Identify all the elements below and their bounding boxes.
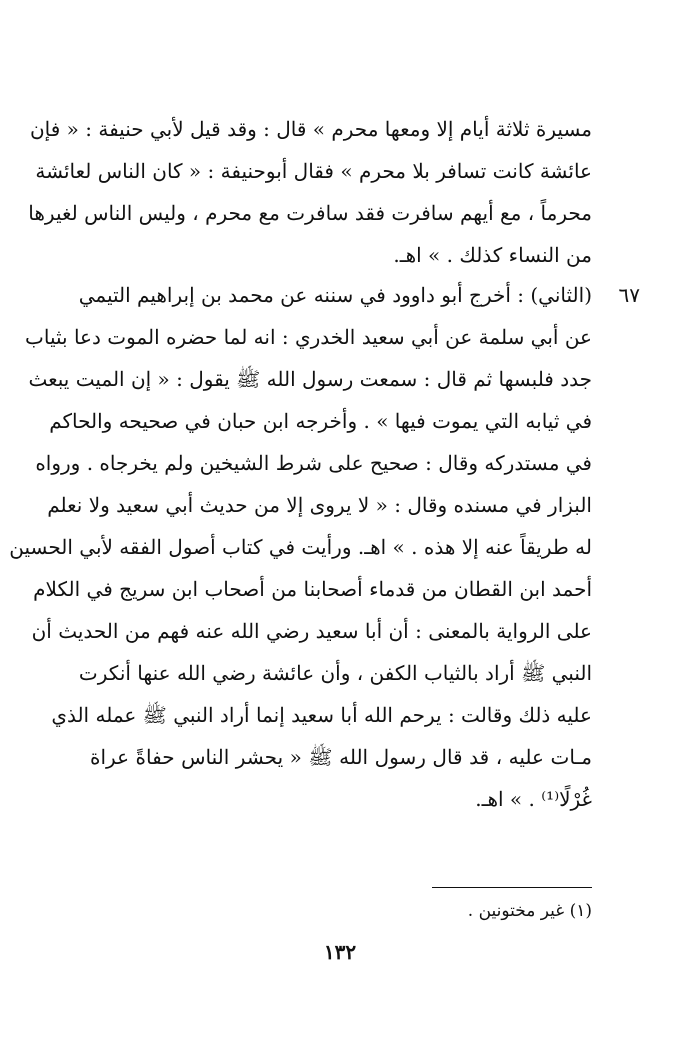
footnote: (١) غير مختونين . [467,901,592,921]
text-line: النبي ﷺ أراد بالثياب الكفن ، وأن عائشة رضي الله عنها أنكرت [78,661,592,685]
text-line: في مستدركه وقال : صحيح على شرط الشيخين ولم يخرجاه . ورواه [35,451,592,475]
page-number: ١٣٢ [323,940,357,964]
text-line: مسيرة ثلاثة أيام إلا ومعها محرم » قال : وقد قيل لأبي حنيفة : « فإن [29,117,592,141]
text-line: (الثاني) : أخرج أبو داوود في سننه عن محمد بن إبراهيم التيمي [78,283,592,307]
text-line: جدد فلبسها ثم قال : سمعت رسول الله ﷺ يقول : « إن الميت يبعث [28,367,592,391]
text-line: على الرواية بالمعنى : أن أبا سعيد رضي الله عنه فهم من الحديث أن [31,619,592,643]
text-line: عائشة كانت تسافر بلا محرم » فقال أبوحنيفة : « كان الناس لعائشة [35,159,592,183]
footnote-separator [432,887,592,888]
text-line: غُرْلًا⁽¹⁾ . » اهـ. [475,787,592,811]
text-line: من النساء كذلك . » اهـ. [393,243,592,267]
text-line: أحمد ابن القطان من قدماء أصحابنا من أصحاب ابن سريج في الكلام [33,577,592,601]
text-line: عن أبي سلمة عن أبي سعيد الخدري : انه لما حضره الموت دعا بثياب [25,325,592,349]
paragraph-second-item [9,274,592,820]
text-line: محرماً ، مع أيهم سافرت فقد سافرت مع محرم ، وليس الناس لغيرها [28,201,592,225]
item-number: ٦٧ [618,283,640,307]
text-line: له طريقاً عنه إلا هذه . » اهـ. ورأيت في كتاب أصول الفقه لأبي الحسين [9,535,592,559]
text-line: مـات عليه ، قد قال رسول الله ﷺ « يحشر الناس حفاةً عراة [90,745,592,769]
text-line: البزار في مسنده وقال : « لا يروى إلا من حديث أبي سعيد ولا نعلم [47,493,592,517]
text-line: في ثيابه التي يموت فيها » . وأخرجه ابن حبان في صحيحه والحاكم [49,409,592,433]
text-line: عليه ذلك وقالت : يرحم الله أبا سعيد إنما أراد النبي ﷺ عمله الذي [51,703,592,727]
paragraph-continuation [28,108,592,276]
